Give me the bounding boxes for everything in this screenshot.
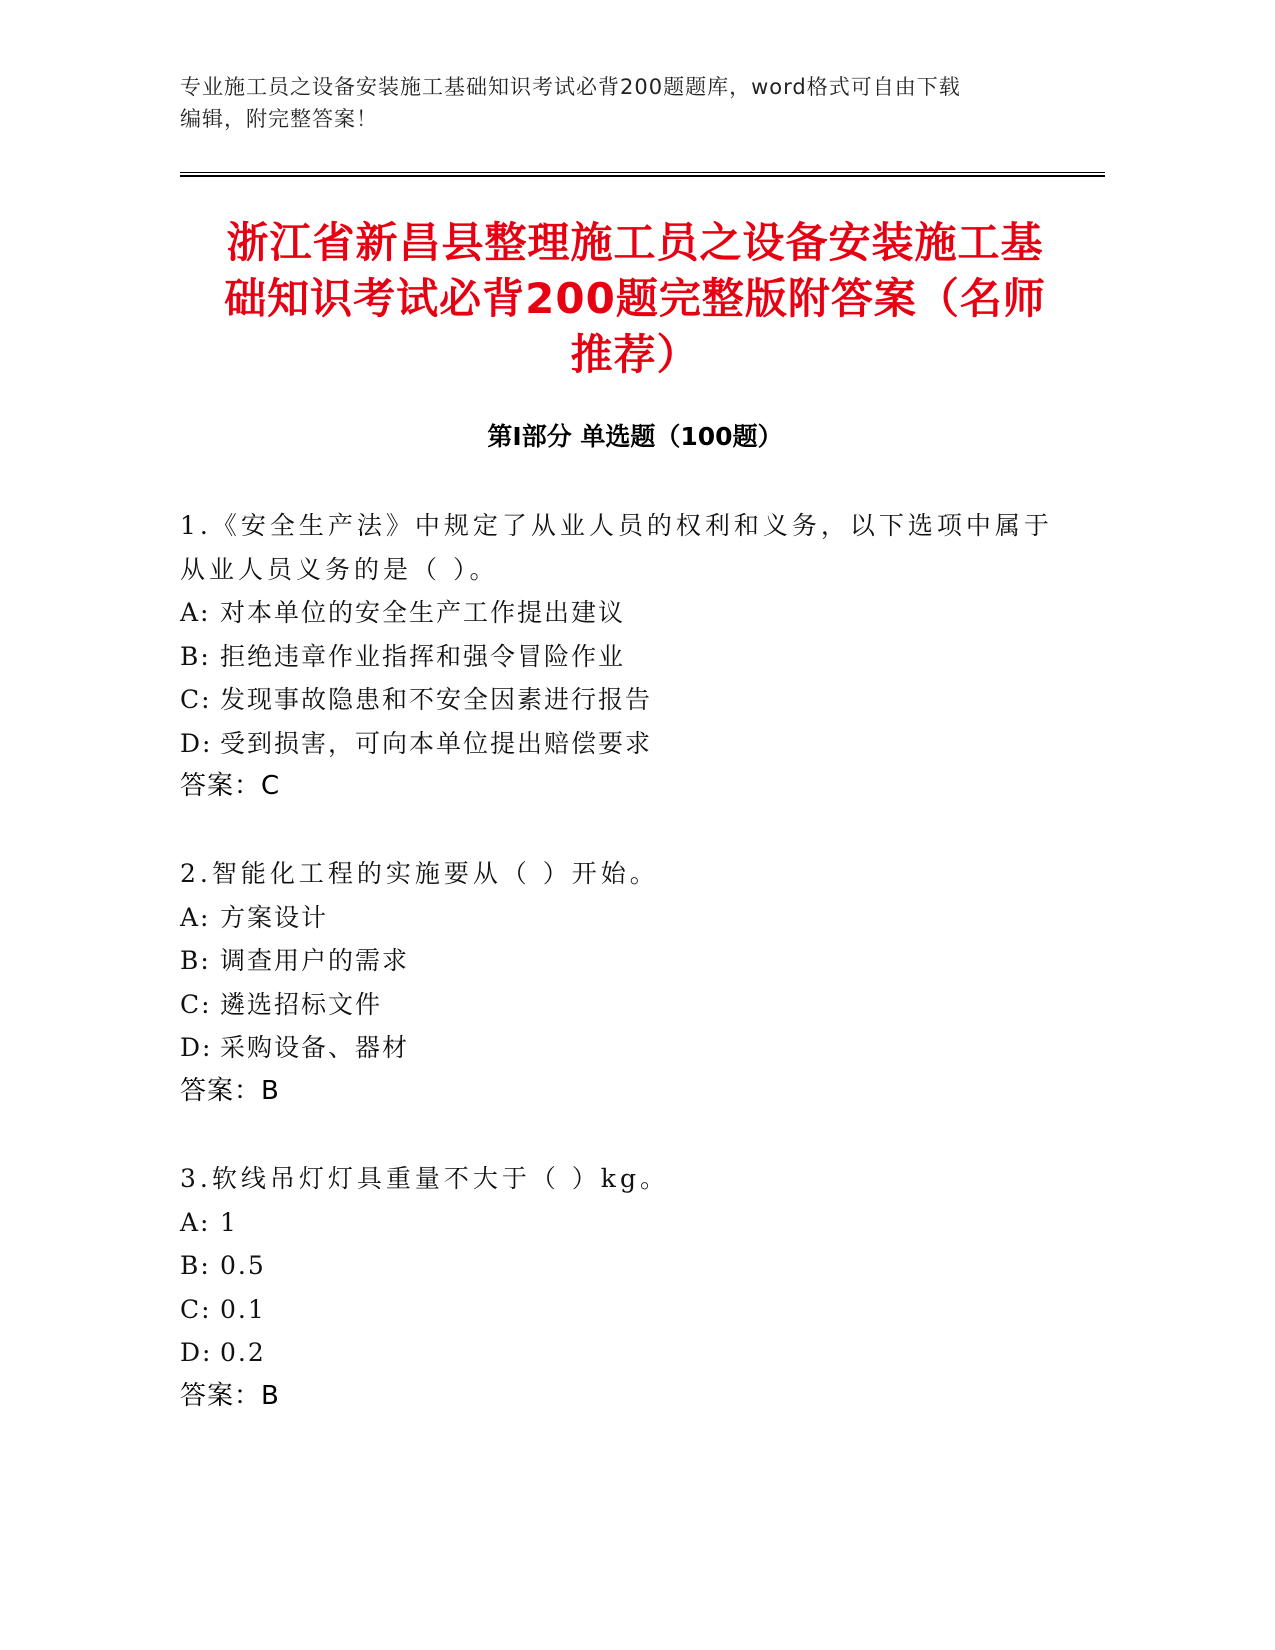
header-note — [180, 71, 1080, 135]
answer: 答案：B — [180, 1075, 280, 1106]
option-b — [180, 1244, 1080, 1288]
question-1 — [180, 504, 1080, 809]
option-text: 0.5 — [220, 1251, 266, 1280]
option-key: B: — [180, 1251, 211, 1280]
question-stem: 1.《安全生产法》中规定了从业人员的权利和义务，以下选项中属于 — [180, 511, 1053, 540]
option-c — [180, 1288, 1080, 1332]
option-text: 遴选招标文件 — [220, 989, 383, 1019]
option-text: 0.2 — [220, 1338, 266, 1367]
option-text: 调查用户的需求 — [220, 946, 410, 975]
document-title-line-3: 推荐） — [570, 330, 700, 379]
option-a — [180, 591, 1080, 635]
option-c — [180, 983, 1080, 1027]
option-b — [180, 939, 1080, 983]
header-note-line-2: 编辑，附完整答案！ — [180, 107, 378, 131]
option-text: 受到损害，可向本单位提出赔偿要求 — [220, 728, 653, 758]
document-title-line-1: 浙江省新昌县整理施工员之设备安装施工基 — [226, 218, 1044, 267]
question-stem: 2.智能化工程的实施要从（ ）开始。 — [180, 859, 659, 888]
header-divider — [180, 172, 1105, 177]
option-a — [180, 896, 1080, 940]
option-key: A: — [180, 1207, 211, 1237]
option-text: 发现事故隐患和不安全因素进行报告 — [220, 685, 653, 714]
option-key: D: — [180, 1338, 213, 1367]
option-text: 0.1 — [220, 1294, 266, 1324]
option-key: C: — [180, 1294, 212, 1324]
section-heading: 第Ⅰ部分 单选题（100题） — [487, 422, 783, 451]
answer: 答案：B — [180, 1380, 280, 1411]
option-key: C: — [180, 989, 212, 1019]
option-d — [180, 1331, 1080, 1375]
answer: 答案：C — [180, 771, 281, 801]
option-b — [180, 635, 1080, 679]
document-title — [180, 215, 1090, 383]
option-key: A: — [180, 598, 211, 627]
question-stem-continued: 从业人员义务的是（ ）。 — [180, 554, 499, 584]
option-text: 方案设计 — [220, 902, 329, 932]
option-key: B: — [180, 946, 211, 975]
option-key: C: — [180, 685, 212, 714]
question-3 — [180, 1157, 1080, 1418]
option-d — [180, 722, 1080, 766]
option-d — [180, 1026, 1080, 1070]
option-a — [180, 1201, 1080, 1245]
question-2 — [180, 852, 1080, 1113]
option-key: A: — [180, 902, 211, 932]
option-c — [180, 678, 1080, 722]
document-title-line-2: 础知识考试必背200题完整版附答案（名师 — [224, 274, 1046, 323]
option-text: 1 — [220, 1207, 238, 1237]
option-text: 对本单位的安全生产工作提出建议 — [220, 598, 626, 627]
option-text: 拒绝违章作业指挥和强令冒险作业 — [220, 641, 626, 671]
header-note-line-1: 专业施工员之设备安装施工基础知识考试必背200题题库，word格式可自由下载 — [180, 75, 961, 99]
option-key: B: — [180, 641, 211, 671]
option-key: D: — [180, 1033, 213, 1062]
option-text: 采购设备、器材 — [220, 1033, 410, 1062]
option-key: D: — [180, 728, 213, 758]
question-stem: 3.软线吊灯灯具重量不大于（ ）kg。 — [180, 1164, 669, 1193]
